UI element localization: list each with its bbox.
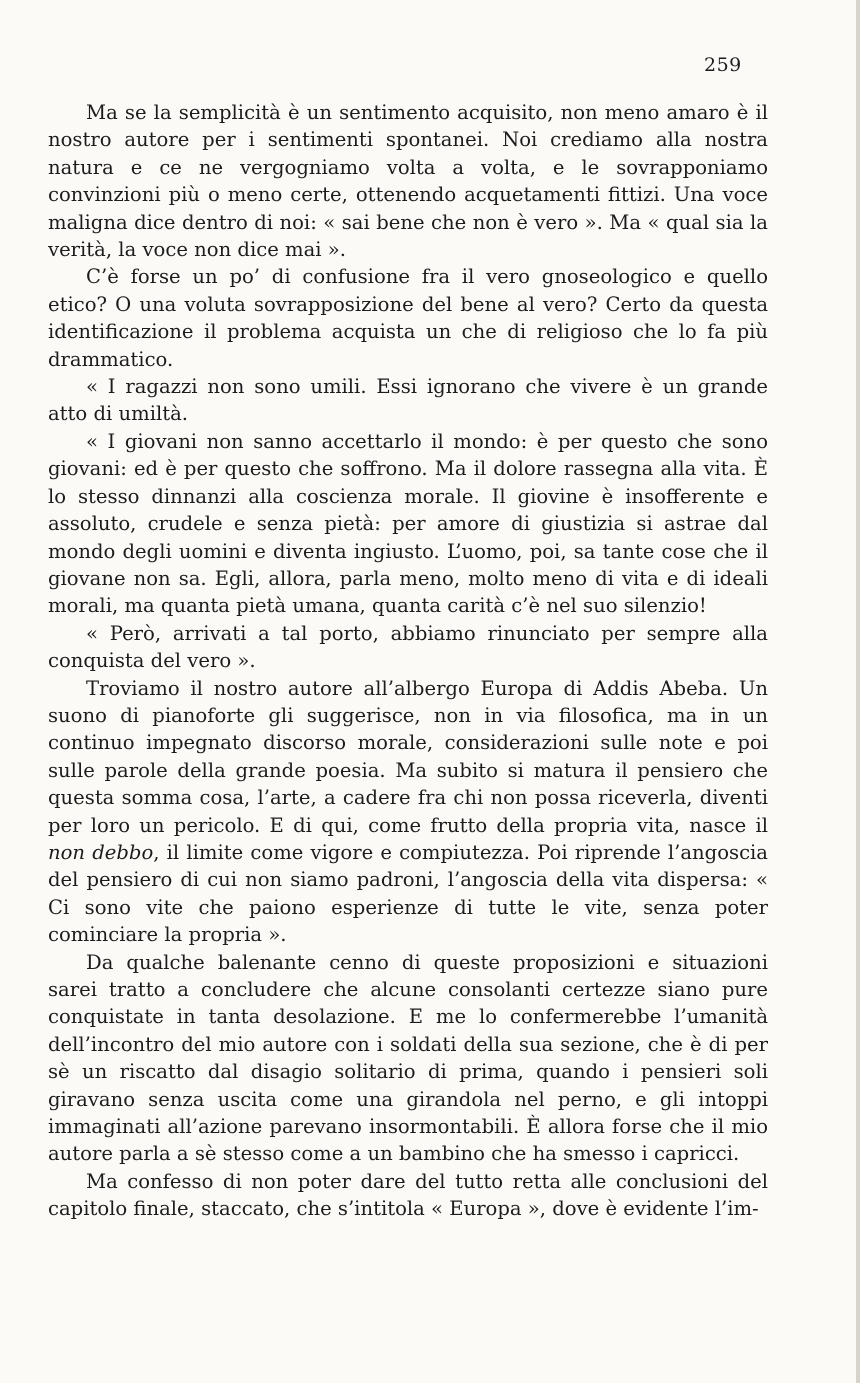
paragraph-1: Ma se la semplicità è un sentimento acquisito, non meno amaro è il nostro autore per i sentimenti spontanei. Noi crediamo alla nostra natura e ce ne vergogniamo volta a volta, e le sovrapponiamo convinzioni più o meno certe, ottenendo acquetamenti fittizi. Una voce maligna dice dentro di noi: « sai bene che non è vero ». Ma « qual sia la verità, la voce non dice mai ».: [48, 101, 768, 262]
paragraph-6-text-after: , il limite come vigore e compiutezza. Poi riprende l’angoscia del pensiero di cui non siamo padroni, l’angoscia della vita dispersa: « Ci sono vite che paiono esperienze di tutte le vite, senza poter cominciare la propria ».: [48, 840, 768, 947]
paragraph-6: [48, 675, 768, 949]
paragraph-4: « I giovani non sanno accettarlo il mondo: è per questo che sono giovani: ed è per questo che soffrono. Ma il dolore rassegna alla vita. È lo stesso dinnanzi alla coscienza morale. Il giovine è insofferente e assoluto, crudele e senza pietà: per amore di giustizia si astrae dal mondo degli uomini e diventa ingiusto. L’uomo, poi, sa tante cose che il giovane non sa. Egli, allora, parla meno, molto meno di vita e di ideali morali, ma quanta pietà umana, quanta carità c’è nel suo silenzio!: [48, 429, 768, 618]
paragraph-8: Ma confesso di non poter dare del tutto retta alle conclusioni del capitolo finale, staccato, che s’intitola « Europa », dove è evidente l’im-: [48, 1169, 768, 1221]
paragraph-3: « I ragazzi non sono umili. Essi ignorano che vivere è un grande atto di umiltà.: [48, 375, 768, 426]
page-number: 259: [704, 54, 742, 76]
page-edge: [856, 0, 860, 1383]
paragraph-7: Da qualche balenante cenno di queste proposizioni e situazioni sarei tratto a concludere che alcune consolanti certezze siano pure conquistate in tanta desolazione. E me lo confermerebbe l’umanità dell’incontro del mio autore con i soldati della sua sezione, che è di per sè un riscatto dal disagio solitario di prima, quando i pensieri soli giravano senza uscita come una girandola nel perno, e gli intoppi immaginati all’azione parevano insormontabili. È allora forse che il mio autore parla a sè stesso come a un bambino che ha smesso i capricci.: [48, 950, 768, 1166]
paragraph-2: C’è forse un po’ di confusione fra il vero gnoseologico e quello etico? O una voluta sovrapposizione del bene al vero? Certo da questa identificazione il problema acquista un che di religioso che lo fa più drammatico.: [48, 265, 768, 371]
body-text: [48, 99, 768, 1223]
paragraph-6-text-before: Troviamo il nostro autore all’albergo Europa di Addis Abeba. Un suono di pianoforte gli suggerisce, non in via filosofica, ma in un continuo impegnato discorso morale, considerazioni sulle note e poi sulle parole della grande poesia. Ma subito si matura il pensiero che questa somma cosa, l’arte, a cadere fra chi non possa riceverla, diventi per loro un pericolo. E di qui, come frutto della propria vita, nasce il: [48, 676, 768, 837]
paragraph-6-emphasis: non debbo: [48, 840, 154, 864]
paragraph-5: « Però, arrivati a tal porto, abbiamo rinunciato per sempre alla conquista del vero ».: [48, 621, 768, 673]
